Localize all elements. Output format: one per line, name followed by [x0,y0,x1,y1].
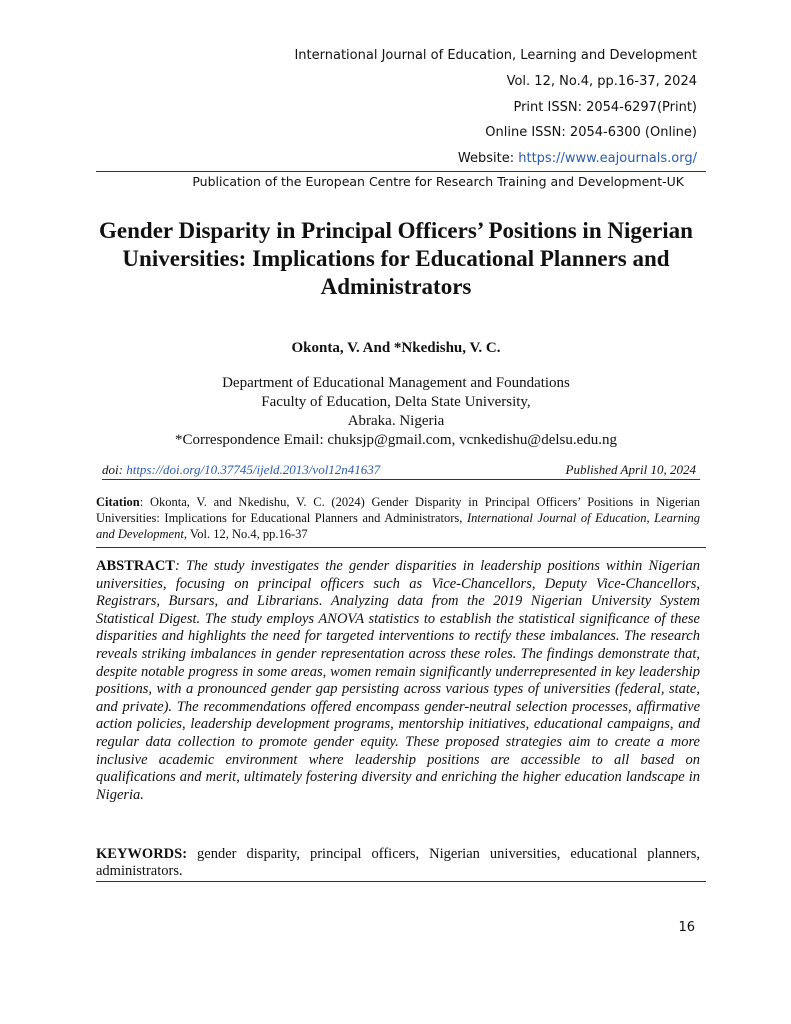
published-date: Published April 10, 2024 [565,462,696,477]
keywords-block [96,846,700,880]
volume-info: Vol. 12, No.4, pp.16-37, 2024 [506,74,697,89]
doi-label: doi: [102,462,127,477]
doi-divider [102,479,700,480]
citation-text: : Okonta, V. and Nkedishu, V. C. (2024) Gender Disparity in Principal Officers’ Positions in Nigerian Universities: Implications for Educational Planners and Administrators, [96,495,700,525]
keywords-label: KEYWORDS: [96,846,188,862]
abstract-text: : The study investigates the gender disparities in leadership positions within Nigerian universities, focusing on principal officers such as Vice-Chancellors, Deputy Vice-Chancellors, Registrars, Bursars, and Librarians. Analyzing data from the 2019 Nigerian University System Statistical Digest. The study employs ANOVA statistics to establish the statistical significance of these disparities and highlights the need for targeted interventions to rectify these imbalances. The research reveals striking imbalances in gender representation across these roles. The findings demonstrate that, despite notable progress in some areas, women remain significantly underrepresented in key leadership positions, with a pronounced gender gap persisting across various types of universities (federal, state, and private). The recommendations offered encompass gender-neutral selection processes, affirmative action policies, leadership development programs, mentorship initiatives, educational campaigns, and regular data collection to promote gender equity. These proposed strategies aim to create a more inclusive academic environment where leadership positions are accessible to all based on qualifications and merit, ultimately fostering diversity and enriching the higher education landscape in Nigeria. [96,558,700,803]
correspondence-email: *Correspondence Email: chuksjp@gmail.com, vcnkedishu@delsu.edu.ng [174,432,618,448]
keywords-text: gender disparity, principal officers, Nigerian universities, educational planners, administrators. [96,846,700,879]
citation-tail: , Vol. 12, No.4, pp.16-37 [183,527,308,541]
paper-title: Gender Disparity in Principal Officers’ Positions in Nigerian Universities: Implications for Educational Planners and Administrators [99,218,693,299]
doi-link[interactable]: https://doi.org/10.37745/ijeld.2013/vol12n41637 [126,462,381,477]
publisher-line: Publication of the European Centre for Research Training and Development-UK [192,174,684,189]
abstract-label: ABSTRACT [96,558,175,574]
location-line: Abraka. Nigeria [347,413,445,429]
website-line [458,150,697,167]
website-link[interactable]: https://www.eajournals.org/ [518,151,697,166]
keywords-divider [96,881,706,882]
faculty-line: Faculty of Education, Delta State University, [261,394,531,410]
online-issn: Online ISSN: 2054-6300 (Online) [485,125,697,140]
journal-name: International Journal of Education, Learning and Development [294,48,697,63]
abstract-block [96,558,700,804]
doi-row [102,462,702,478]
print-issn: Print ISSN: 2054-6297(Print) [513,100,697,115]
citation-divider [96,547,706,548]
citation-block [96,494,700,542]
page-number: 16 [678,920,695,935]
website-label: Website: [457,151,519,166]
header-divider [96,171,706,172]
citation-label: Citation [96,495,140,509]
department-line: Department of Educational Management and Foundations [222,375,570,391]
author-list: Okonta, V. And *Nkedishu, V. C. [291,340,501,356]
affiliation-block [96,374,696,450]
citation-journal: International Journal of Education, Learning and Development [96,511,701,541]
